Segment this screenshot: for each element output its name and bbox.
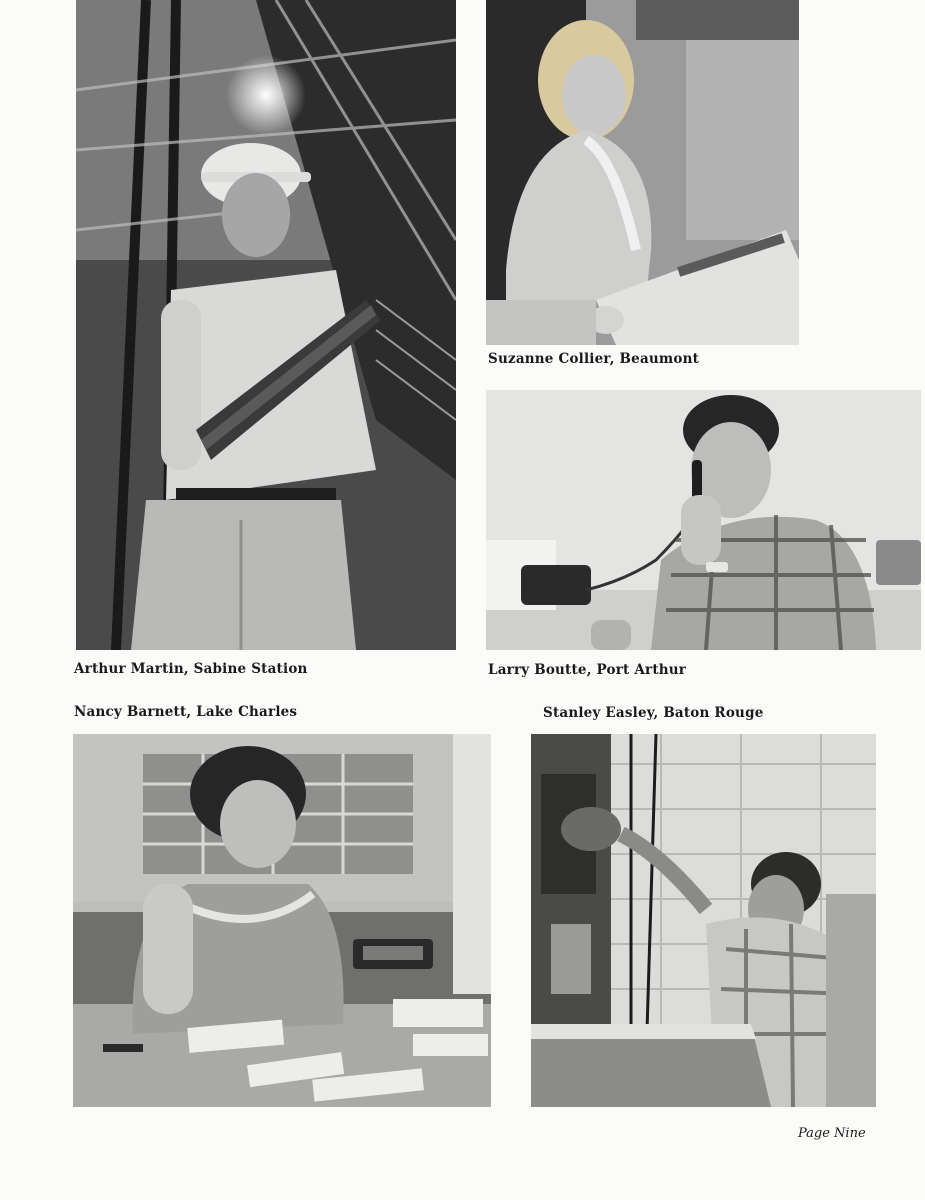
photo-suzanne-collier [486, 0, 799, 345]
caption-nancy-barnett: Nancy Barnett, Lake Charles [74, 704, 298, 720]
photo-larry-boutte [486, 390, 921, 650]
caption-stanley-easley: Stanley Easley, Baton Rouge [543, 705, 764, 721]
caption-arthur-martin: Arthur Martin, Sabine Station [74, 661, 308, 677]
page-number: Page Nine [798, 1126, 866, 1141]
photo-stanley-easley [531, 734, 876, 1107]
photo-arthur-martin [76, 0, 456, 650]
caption-larry-boutte: Larry Boutte, Port Arthur [488, 662, 687, 678]
photo-nancy-barnett [73, 734, 491, 1107]
caption-suzanne-collier: Suzanne Collier, Beaumont [488, 351, 700, 367]
